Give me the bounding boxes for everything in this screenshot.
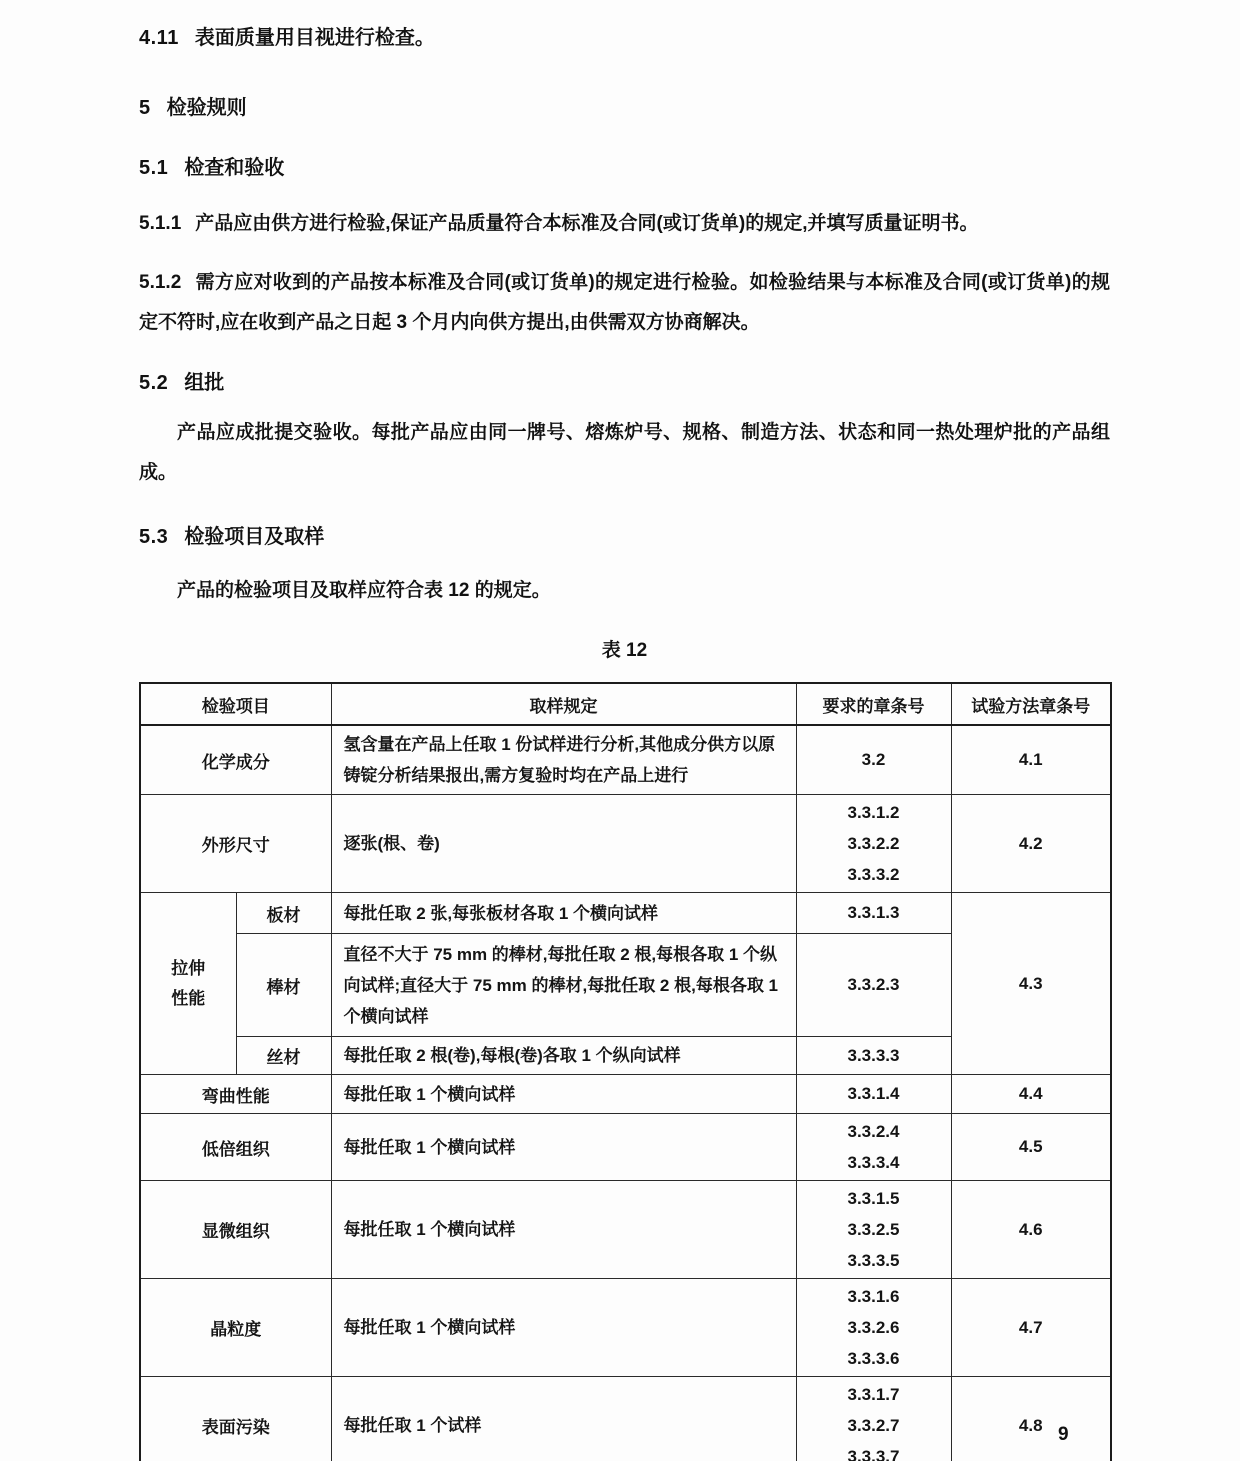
requirement-cell: 3.3.2.3 <box>796 934 951 1037</box>
item-line: 拉伸 <box>171 958 206 978</box>
section-text: 表面质量用目视进行检查。 <box>194 27 435 49</box>
section-number: 5 <box>139 97 151 119</box>
col-header-sampling-rule: 取样规定 <box>331 683 796 725</box>
requirement-line: 3.3.1.5 <box>847 1189 900 1208</box>
paragraph-5-3-body: 产品的检验项目及取样应符合表 12 的规定。 <box>177 580 551 601</box>
method-cell: 4.2 <box>951 795 1111 893</box>
sampling-cell: 逐张(根、卷) <box>331 795 796 893</box>
section-5-1-heading <box>139 156 1110 180</box>
requirement-cell <box>796 795 951 893</box>
method-cell: 4.5 <box>951 1114 1111 1181</box>
section-title: 检验规则 <box>166 97 247 119</box>
requirement-line: 3.3.2.4 <box>847 1122 900 1141</box>
clause-text: 产品应由供方进行检验,保证产品质量符合本标准及合同(或订货单)的规定,并填写质量证明书。 <box>195 213 979 234</box>
requirement-cell: 3.3.3.3 <box>796 1037 951 1075</box>
method-cell: 4.3 <box>951 893 1111 1075</box>
item-cell: 表面污染 <box>140 1377 331 1461</box>
table-row <box>140 795 1111 893</box>
requirement-line: 3.3.2.5 <box>847 1220 900 1239</box>
col-header-inspection-item: 检验项目 <box>140 683 331 725</box>
paragraph-5-1-2 <box>139 263 1110 343</box>
table-row <box>140 1279 1111 1377</box>
requirement-line: 3.3.3.5 <box>847 1251 900 1270</box>
sampling-cell: 每批任取 2 根(卷),每根(卷)各取 1 个纵向试样 <box>331 1037 796 1075</box>
item-cell: 外形尺寸 <box>140 795 331 893</box>
requirement-cell <box>796 1114 951 1181</box>
requirement-cell: 3.3.1.4 <box>796 1075 951 1114</box>
method-cell: 4.8 <box>951 1377 1111 1461</box>
section-title: 检查和验收 <box>184 157 285 179</box>
paragraph-5-2-body: 产品应成批提交验收。每批产品应由同一牌号、熔炼炉号、规格、制造方法、状态和同一热处理炉批的产品组成。 <box>139 422 1110 483</box>
requirement-line: 3.3.1.7 <box>847 1385 900 1404</box>
requirement-line: 3.3.2.6 <box>847 1318 900 1337</box>
method-cell: 4.7 <box>951 1279 1111 1377</box>
table-row <box>140 1114 1111 1181</box>
section-4-11-heading <box>139 26 1110 50</box>
section-5-3-heading <box>139 525 1110 549</box>
requirement-line: 3.3.1.2 <box>847 803 900 822</box>
col-header-test-method-clause: 试验方法章条号 <box>951 683 1111 725</box>
section-5-2-heading <box>139 371 1110 395</box>
item-cell: 低倍组织 <box>140 1114 331 1181</box>
clause-number: 5.1.1 <box>139 213 182 234</box>
requirement-line: 3.3.3.4 <box>847 1153 900 1172</box>
col-header-requirement-clause: 要求的章条号 <box>796 683 951 725</box>
requirement-cell <box>796 1279 951 1377</box>
subitem-cell: 丝材 <box>236 1037 331 1075</box>
section-5-heading <box>139 96 1110 120</box>
sampling-cell: 每批任取 1 个横向试样 <box>331 1114 796 1181</box>
requirement-line: 3.3.1.6 <box>847 1287 900 1306</box>
sampling-cell: 每批任取 1 个试样 <box>331 1377 796 1461</box>
subitem-cell: 板材 <box>236 893 331 934</box>
paragraph-5-1-1 <box>139 204 1110 244</box>
method-cell: 4.6 <box>951 1181 1111 1279</box>
clause-text: 需方应对收到的产品按本标准及合同(或订货单)的规定进行检验。如检验结果与本标准及合同(或订货单)的规定不符时,应在收到产品之日起 3 个月内向供方提出,由供需双方协商解决。 <box>139 272 1110 333</box>
clause-number: 5.1.2 <box>139 272 182 293</box>
section-number: 5.1 <box>139 157 169 179</box>
sampling-cell: 直径不大于 75 mm 的棒材,每批任取 2 根,每根各取 1 个纵向试样;直径大于 75 mm 的棒材,每批任取 2 根,每根各取 1 个横向试样 <box>331 934 796 1037</box>
item-cell: 显微组织 <box>140 1181 331 1279</box>
section-number: 5.2 <box>139 372 169 394</box>
table-12 <box>139 682 1112 1461</box>
table-row <box>140 1377 1111 1461</box>
section-title: 组批 <box>184 372 225 394</box>
section-title: 检验项目及取样 <box>184 526 325 548</box>
sampling-cell: 每批任取 2 张,每张板材各取 1 个横向试样 <box>331 893 796 934</box>
table-row <box>140 893 1111 934</box>
section-number: 5.3 <box>139 526 169 548</box>
document-content <box>139 0 1110 1461</box>
method-cell: 4.4 <box>951 1075 1111 1114</box>
requirement-cell: 3.3.1.3 <box>796 893 951 934</box>
requirement-cell <box>796 1181 951 1279</box>
requirement-cell: 3.2 <box>796 725 951 795</box>
requirement-line: 3.3.2.2 <box>847 834 900 853</box>
item-cell-tensile <box>140 893 236 1075</box>
page-number: 9 <box>1058 1424 1069 1445</box>
item-line: 性能 <box>171 988 206 1008</box>
requirement-line: 3.3.3.2 <box>847 865 900 884</box>
requirement-line: 3.3.3.7 <box>847 1447 900 1461</box>
table-row <box>140 1181 1111 1279</box>
item-cell: 弯曲性能 <box>140 1075 331 1114</box>
sampling-cell: 每批任取 1 个横向试样 <box>331 1279 796 1377</box>
sampling-cell: 每批任取 1 个横向试样 <box>331 1181 796 1279</box>
sampling-cell: 每批任取 1 个横向试样 <box>331 1075 796 1114</box>
requirement-line: 3.3.3.6 <box>847 1349 900 1368</box>
subitem-cell: 棒材 <box>236 934 331 1037</box>
requirement-cell <box>796 1377 951 1461</box>
section-number: 4.11 <box>139 27 179 49</box>
table-row <box>140 1075 1111 1114</box>
sampling-cell: 氢含量在产品上任取 1 份试样进行分析,其他成分供方以原铸锭分析结果报出,需方复验时均在产品上进行 <box>331 725 796 795</box>
table-header-row <box>140 683 1111 725</box>
method-cell: 4.1 <box>951 725 1111 795</box>
item-cell: 晶粒度 <box>140 1279 331 1377</box>
requirement-line: 3.3.2.7 <box>847 1416 900 1435</box>
table-12-title: 表 12 <box>601 640 648 661</box>
table-row <box>140 725 1111 795</box>
item-cell: 化学成分 <box>140 725 331 795</box>
